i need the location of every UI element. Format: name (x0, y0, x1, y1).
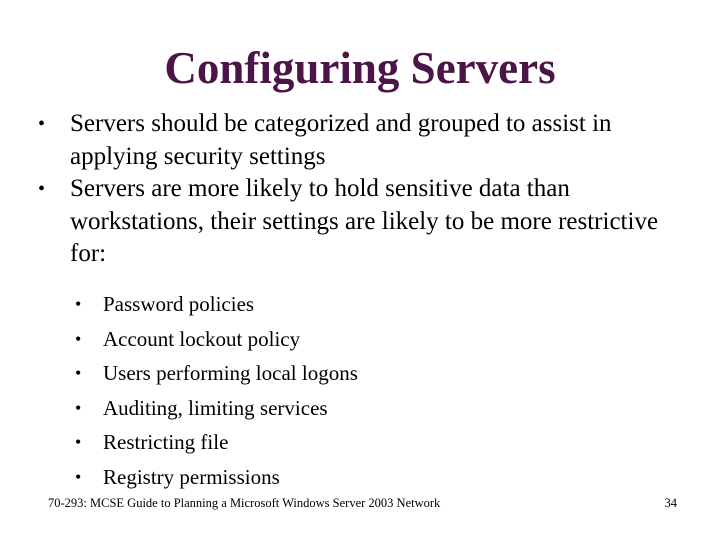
bullet-item (30, 173, 690, 271)
bullet-item (30, 108, 690, 173)
subbullet-item (71, 356, 671, 391)
subbullet-text: Restricting file (103, 430, 229, 454)
subbullet-item (71, 287, 671, 322)
page-number: 34 (664, 496, 677, 510)
subbullet-dot-icon: • (75, 363, 82, 383)
bullet-dot-icon: • (38, 178, 46, 200)
slide-title: Configuring Servers (164, 43, 556, 93)
bullet-list (30, 108, 690, 271)
subbullet-dot-icon: • (75, 432, 82, 452)
subbullet-text: Registry permissions (103, 464, 280, 489)
bullet-text: Servers should be categorized and grouped to assist in applying security settings (70, 110, 612, 170)
subbullet-text: Users performing local logons (103, 361, 358, 385)
footer-course-title: 70-293: MCSE Guide to Planning a Microsoft Windows Server 2003 Network (48, 496, 441, 510)
subbullet-item (71, 391, 671, 426)
subbullet-text: Auditing, limiting services (103, 395, 328, 420)
bullet-text: Servers are more likely to hold sensitive data than workstations, their settings are likely to be more restrictive for: (70, 175, 659, 267)
subbullet-item (71, 460, 671, 495)
subbullet-list (71, 287, 671, 494)
subbullet-text: Account lockout policy (103, 326, 301, 351)
subbullet-text: Password policies (103, 292, 255, 316)
bullet-dot-icon: • (38, 113, 46, 135)
subbullet-dot-icon: • (75, 466, 82, 487)
subbullet-item (71, 425, 671, 460)
subbullet-dot-icon: • (75, 397, 82, 418)
subbullet-dot-icon: • (75, 294, 82, 314)
subbullet-dot-icon: • (75, 328, 82, 349)
subbullet-item (71, 322, 671, 357)
